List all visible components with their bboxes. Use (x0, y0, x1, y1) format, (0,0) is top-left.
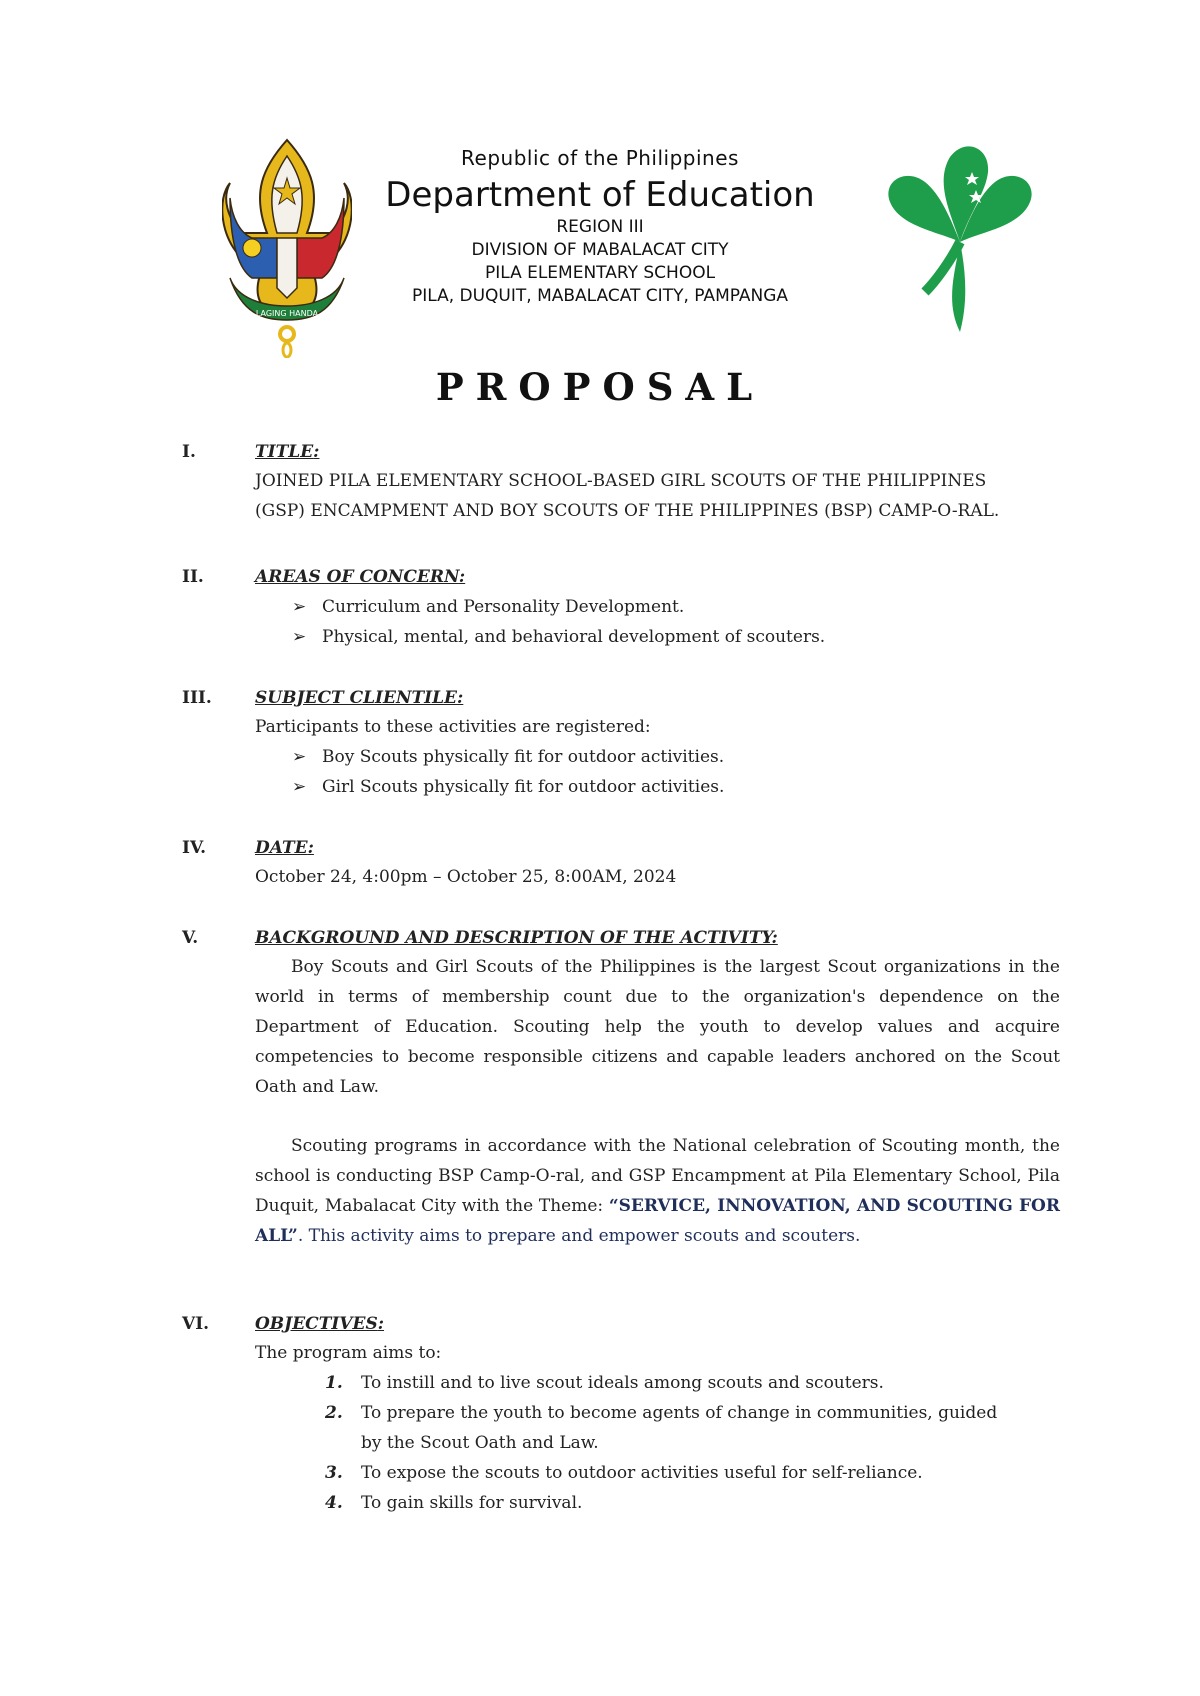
list-item: ➢ Girl Scouts physically fit for outdoor activities. (292, 777, 725, 797)
section-heading: OBJECTIVES: (255, 1314, 385, 1334)
section-number: III. (182, 688, 212, 708)
section-heading: DATE: (255, 838, 314, 858)
document-title: PROPOSAL (435, 365, 765, 409)
clientele-intro: Participants to these activities are registered: (255, 717, 651, 737)
school-line: PILA ELEMENTARY SCHOOL (484, 263, 716, 283)
section-number: IV. (182, 838, 207, 858)
svg-text:LAGING HANDA: LAGING HANDA (255, 309, 319, 318)
title-line-2: (GSP) ENCAMPMENT AND BOY SCOUTS OF THE PHILIPPINES (BSP) CAMP-O-RAL. (255, 501, 1000, 521)
address-line: PILA, DUQUIT, MABALACAT CITY, PAMPANGA (411, 286, 789, 306)
arrow-bullet-icon: ➢ (292, 747, 307, 767)
objective-item: 3. To expose the scouts to outdoor activities useful for self-reliance. (325, 1463, 923, 1483)
objective-item-continuation: by the Scout Oath and Law. (361, 1433, 599, 1453)
republic-line: Republic of the Philippines (461, 146, 739, 170)
list-item: ➢ Physical, mental, and behavioral development of scouters. (292, 627, 826, 647)
background-paragraph-1: Boy Scouts and Girl Scouts of the Philippines is the largest Scout organizations in the world in terms of membership count due to the organization's dependence on the Department of Education. Scouting help the youth to develop values and acquire competencies to become responsible citizens and capable leaders anchored on the Scout Oath and Law. (255, 957, 1060, 1097)
title-line-1: JOINED PILA ELEMENTARY SCHOOL-BASED GIRL SCOUTS OF THE PHILIPPINES (255, 471, 987, 491)
objectives-intro: The program aims to: (255, 1343, 442, 1363)
letterhead (300, 144, 900, 308)
department-line: Department of Education (385, 175, 815, 215)
section-number: VI. (182, 1314, 210, 1334)
objective-item: 4. To gain skills for survival. (325, 1493, 583, 1513)
section-heading: BACKGROUND AND DESCRIPTION OF THE ACTIVITY: (255, 928, 778, 948)
arrow-bullet-icon: ➢ (292, 777, 307, 797)
arrow-bullet-icon: ➢ (292, 627, 307, 647)
section-heading: SUBJECT CLIENTILE: (255, 688, 464, 708)
section-number: I. (182, 442, 196, 462)
date-text: October 24, 4:00pm – October 25, 8:00AM, 2024 (255, 867, 677, 887)
section-number: II. (182, 567, 204, 587)
theme-text: “SERVICE, INNOVATION, AND SCOUTING FOR ALL” (255, 1196, 1060, 1246)
region-line: REGION III (556, 217, 644, 237)
background-paragraph-2: Scouting programs in accordance with the National celebration of Scouting month, the school is conducting BSP Camp-O-ral, and GSP Encampment at Pila Elementary School, Pila Duquit, Mabalacat City with the Theme: “SERVICE, INNOVATION, AND SCOUTING FOR ALL”. This activity aims to prepare and empower scouts and scouters. (255, 1136, 1060, 1246)
division-line: DIVISION OF MABALACAT CITY (471, 240, 729, 260)
section-heading: TITLE: (255, 442, 320, 462)
arrow-bullet-icon: ➢ (292, 597, 307, 617)
list-item: ➢ Boy Scouts physically fit for outdoor activities. (292, 747, 725, 767)
gsp-trefoil-icon (880, 142, 1040, 342)
list-item: ➢ Curriculum and Personality Development. (292, 597, 685, 617)
objective-item: 1. To instill and to live scout ideals among scouts and scouters. (325, 1373, 884, 1393)
objective-item: 2. To prepare the youth to become agents of change in communities, guided (325, 1403, 998, 1423)
section-number: V. (182, 928, 199, 948)
section-heading: AREAS OF CONCERN: (255, 567, 466, 587)
